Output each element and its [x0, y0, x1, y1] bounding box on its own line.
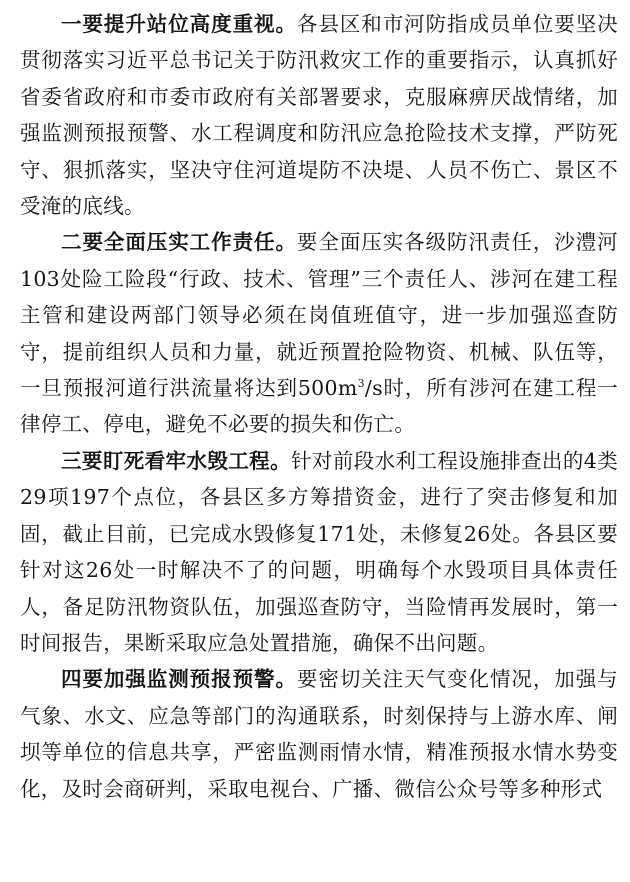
paragraph-2-body: 要全面压实各级防汛责任，沙澧河103处险工险段“行政、技术、管理”三个责任人、涉河在建工程主管和建设两部门领导必须在岗值班值守，进一步加强巡查防守，提前组织人员和力量，就近预置抢险物资、机械、队伍等，一旦预报河道行洪流量将达到500m: [20, 230, 618, 401]
paragraph-3-body: 针对前段水利工程设施排查出的4类29项197个点位，各县区多方筹措资金，进行了突击修复和加固，截止目前，已完成水毁修复171处，未修复26处。各县区要针对这26处一时解决不了的问题，明确每个水毁项目具体责任人，备足防汛物资队伍，加强巡查防守，当险情再发展时，第一时间报告，果断采取应急处置措施，确保不出问题。: [20, 448, 618, 655]
paragraph-4-heading: 四要加强监测预报预警。: [61, 667, 297, 692]
paragraph-2-heading: 二要全面压实工作责任。: [61, 230, 297, 255]
paragraph-3-heading: 三要盯死看牢水毁工程。: [61, 448, 292, 473]
paragraph-4: [20, 661, 618, 807]
paragraph-3: [20, 443, 618, 661]
paragraph-1: [20, 6, 618, 224]
paragraph-2-superscript: 3: [357, 377, 365, 391]
paragraph-1-heading: 一要提升站位高度重视。: [61, 12, 297, 36]
paragraph-2-tail: /s时，所有涉河在建工程一律停工、停电，避免不必要的损失和伤亡。: [20, 376, 619, 437]
document-page: [20, 6, 618, 807]
paragraph-4-body: 要密切关注天气变化情况，加强与气象、水文、应急等部门的沟通联系，时刻保持与上游水库、闸坝等单位的信息共享，严密监测雨情水情，精准预报水情水势变化，及时会商研判，采取电视台、广播、微信公众号等多种形式: [20, 667, 618, 801]
paragraph-2: [20, 224, 618, 442]
paragraph-1-body: 各县区和市河防指成员单位要坚决贯彻落实习近平总书记关于防汛救灾工作的重要指示，认真抓好省委省政府和市委市政府有关部署要求，克服麻痹厌战情绪，加强监测预报预警、水工程调度和防汛应急抢险技术支撑，严防死守、狠抓落实，坚决守住河道堤防不决堤、人员不伤亡、景区不受淹的底线。: [20, 12, 618, 219]
